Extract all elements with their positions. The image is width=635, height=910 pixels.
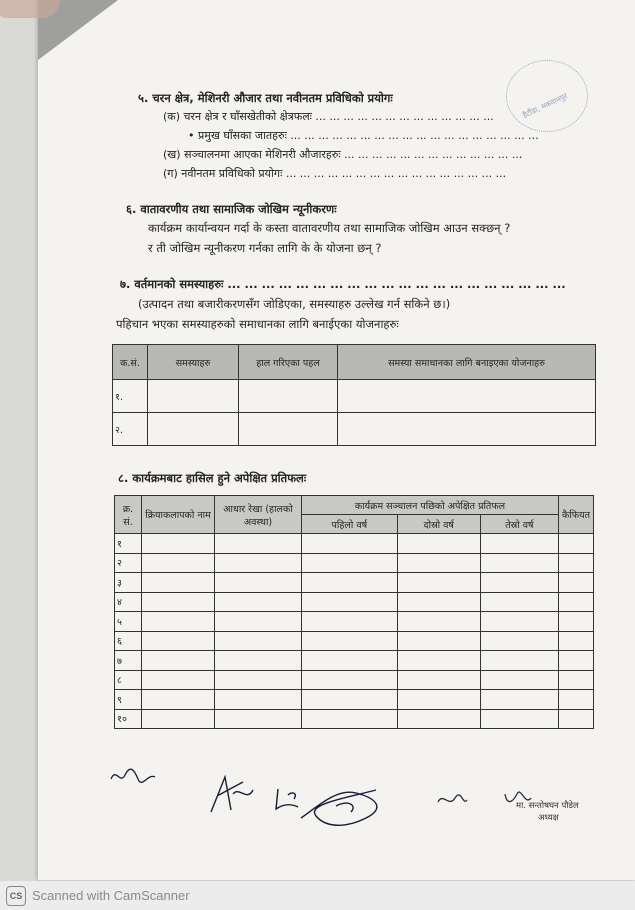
section-6-heading: ६. वातावरणीय तथा सामाजिक जोखिम न्यूनीकरणः — [126, 202, 337, 216]
table-row — [115, 534, 594, 554]
table-row — [113, 380, 596, 413]
table-row — [115, 612, 594, 632]
problems-table — [112, 344, 596, 446]
table-cell — [239, 413, 338, 446]
table-cell — [338, 380, 596, 413]
signature-4 — [296, 778, 396, 833]
table-row — [115, 631, 594, 651]
table-cell — [148, 380, 239, 413]
row-number: ५ — [115, 612, 142, 632]
camscanner-logo-icon: CS — [6, 886, 26, 906]
section-6-body-1: कार्यक्रम कार्यान्वयन गर्दा के कस्ता वातावरणीय तथा सामाजिक जोखिम आउन सक्छन् ? — [148, 221, 511, 235]
col-header-expected-outcome: कार्यक्रम सञ्चालन पछिको अपेक्षित प्रतिफल — [302, 496, 559, 515]
col-header-year-1: पहिलो वर्ष — [302, 515, 398, 534]
signature-2 — [203, 772, 258, 817]
col-header-plans: समस्या समाधानका लागि बनाइएका योजनाहरु — [338, 345, 596, 380]
document-page — [38, 0, 635, 880]
row-number: ६ — [115, 631, 142, 651]
table-row — [115, 670, 594, 690]
signatory-title: अध्यक्ष — [538, 813, 559, 823]
col-header-remarks: कैफियत — [559, 496, 594, 534]
section-5-item-kha: (ख) सञ्चालनमा आएका मेशिनरी औजारहरुः ... ... ... ... ... ... ... ... ... ... ... ... ... — [163, 148, 523, 161]
section-5-heading: ५. चरन क्षेत्र, मेशिनरी औजार तथा नवीनतम प्रविधिको प्रयोगः — [138, 91, 393, 105]
finger-shadow — [0, 0, 60, 18]
col-header-current-efforts: हाल गरिएका पहल — [239, 345, 338, 380]
col-header-year-2: दोस्रो वर्ष — [397, 515, 480, 534]
table-row — [115, 690, 594, 710]
row-number: १ — [115, 534, 142, 554]
col-header-activity: क्रियाकलापको नाम — [142, 496, 215, 534]
table-row — [115, 553, 594, 573]
col-header-problems: समस्याहरु — [148, 345, 239, 380]
expected-outcomes-table — [114, 495, 594, 729]
section-5-item-ka: (क) चरन क्षेत्र र घाँसखेतीको क्षेत्रफलः ... ... ... ... ... ... ... ... ... ... ... ... ... — [163, 110, 494, 123]
table-row — [115, 592, 594, 612]
section-5-item-bullet: • प्रमुख घाँसका जातहरुः ... ... ... ... ... ... ... ... ... ... ... ... ... ... ... ... ... ... — [188, 129, 539, 142]
signature-1 — [108, 765, 158, 787]
section-7-body-1: (उत्पादन तथा बजारीकरणसँग जोडिएका, समस्याहरु उल्लेख गर्न सकिने छ।) — [138, 297, 451, 311]
row-number: १० — [115, 709, 142, 729]
stamp-text: हैटौंडा, मकवानपुर — [521, 91, 569, 120]
section-8-heading: ८. कार्यक्रमबाट हासिल हुने अपेक्षित प्रतिफलः — [118, 471, 307, 485]
row-number: ७ — [115, 651, 142, 671]
row-number: ९ — [115, 690, 142, 710]
row-number: ८ — [115, 670, 142, 690]
row-number: ३ — [115, 573, 142, 593]
table-row — [115, 709, 594, 729]
scanner-watermark-text: Scanned with CamScanner — [32, 888, 190, 903]
table-row — [115, 573, 594, 593]
scanner-footer — [0, 881, 635, 910]
table-cell — [239, 380, 338, 413]
table-cell — [148, 413, 239, 446]
row-number: २ — [115, 553, 142, 573]
official-stamp — [506, 60, 588, 132]
row-number: २. — [113, 413, 148, 446]
table-row — [115, 651, 594, 671]
col-header-year-3: तेस्रो वर्ष — [480, 515, 558, 534]
table-cell — [338, 413, 596, 446]
signatory-name: मा. सन्तोषघन पौडेल — [516, 801, 579, 811]
table-row — [113, 413, 596, 446]
row-number: १. — [113, 380, 148, 413]
problems-table-header — [113, 345, 596, 380]
outcomes-table-header-1 — [115, 496, 594, 515]
col-header-baseline: आधार रेखा (हालको अवस्था) — [215, 496, 302, 534]
section-7-heading: ७. वर्तमानको समस्याहरुः ... ... ... ... ... ... ... ... ... ... ... ... ... ... ... ... ... ... ... ... — [120, 277, 566, 291]
col-header-sn: क.सं. — [113, 345, 148, 380]
section-7-body-2: पहिचान भएका समस्याहरुको समाधानका लागि बनाईएका योजनाहरुः — [116, 317, 399, 331]
row-number: ४ — [115, 592, 142, 612]
section-5-item-ga: (ग) नवीनतम प्रविधिको प्रयोगः ... ... ... ... ... ... ... ... ... ... ... ... ... ... ... ... — [163, 167, 507, 180]
col-header-sn: क्र. सं. — [115, 496, 142, 534]
section-6-body-2: र ती जोखिम न्यूनीकरण गर्नका लागि के के योजना छन् ? — [148, 241, 382, 255]
